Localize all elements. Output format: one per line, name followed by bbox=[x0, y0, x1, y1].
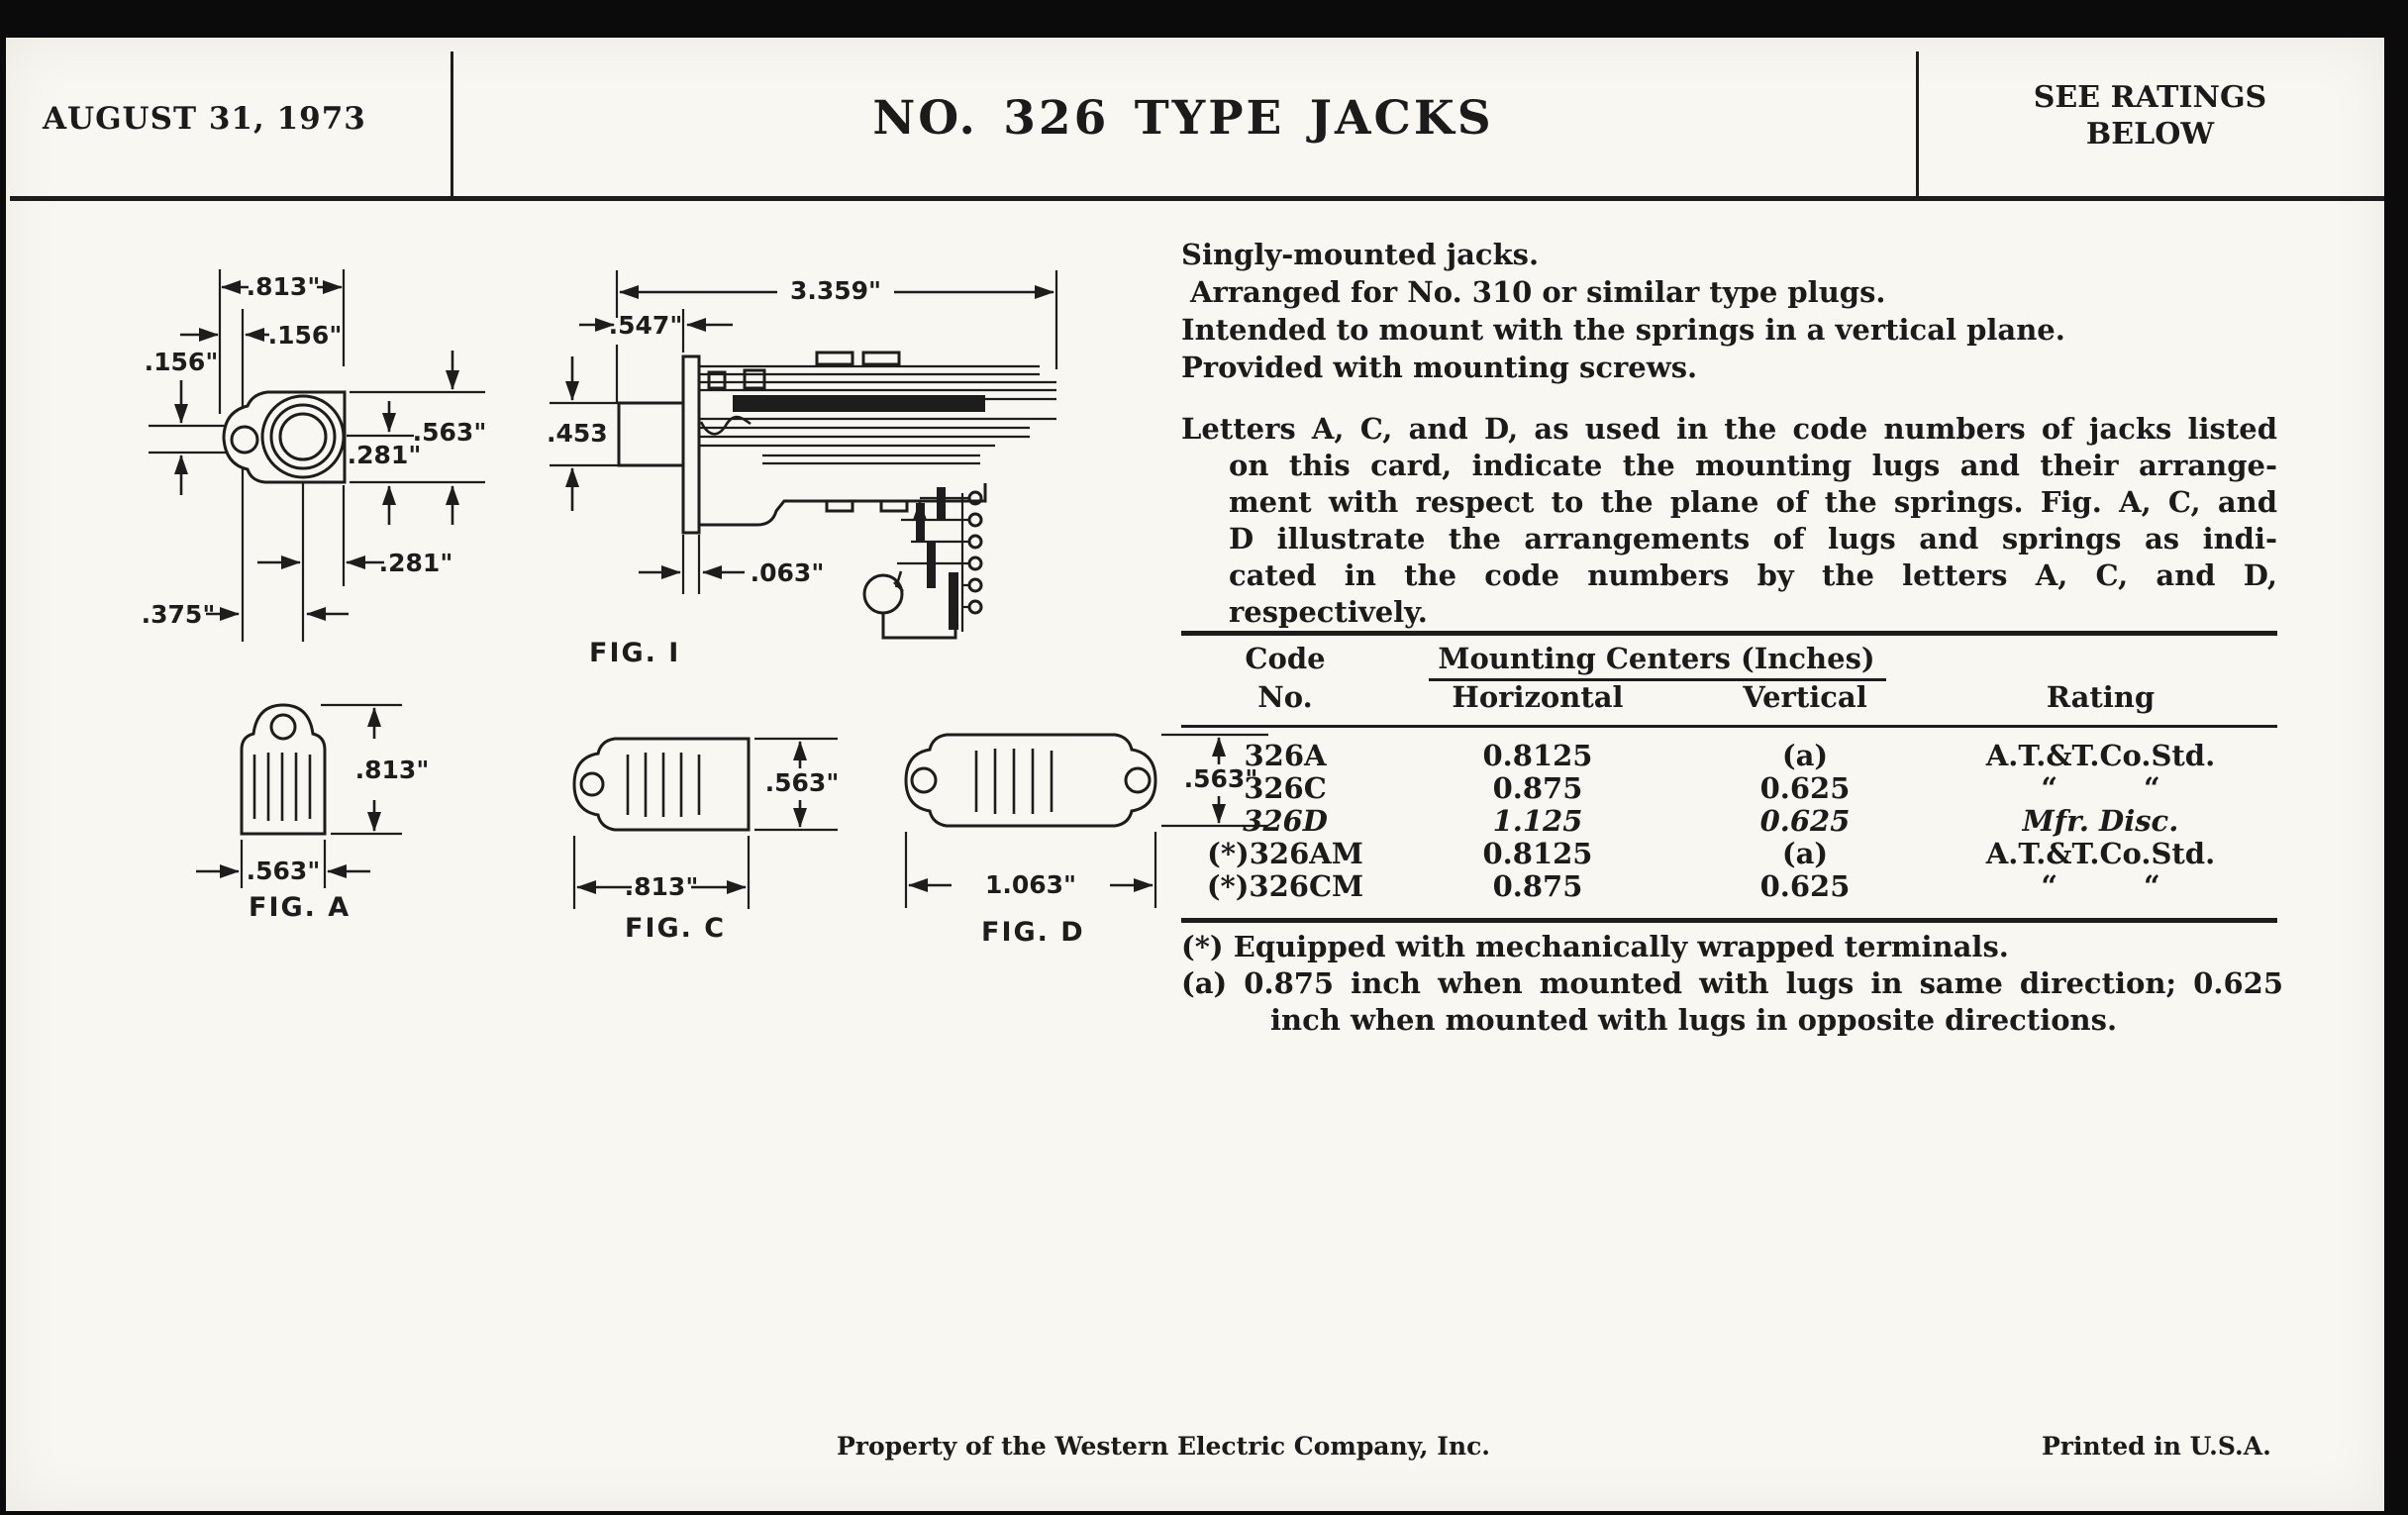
figC-label: FIG. C bbox=[625, 913, 727, 944]
col-header-group: Mounting Centers (Inches) bbox=[1438, 642, 1875, 675]
ratings-note-line1: SEE RATINGS bbox=[2033, 80, 2267, 115]
cell-horizontal: 0.875 bbox=[1492, 771, 1583, 805]
dim-label-d-width: 1.063" bbox=[984, 870, 1077, 899]
fig1-label: FIG. I bbox=[589, 638, 681, 668]
letters-paragraph bbox=[1181, 411, 2277, 631]
intro-text bbox=[1181, 236, 2290, 386]
text-line: respectively. bbox=[1229, 595, 1428, 629]
dim-label-thickness: .063" bbox=[750, 558, 825, 587]
card-date: AUGUST 31, 1973 bbox=[43, 101, 366, 137]
cell-horizontal: 0.8125 bbox=[1482, 739, 1593, 772]
table-row bbox=[1181, 838, 2277, 870]
cell-code: 326C bbox=[1244, 771, 1327, 805]
dim-label-c-width: .813" bbox=[624, 872, 699, 901]
col-header-no: No. bbox=[1257, 680, 1313, 714]
table-rule-mid bbox=[1181, 725, 2277, 728]
text-line: ment with respect to the plane of the springs. Fig. A, C, and bbox=[1229, 485, 2277, 519]
dim-label-offset-left: .156" bbox=[144, 348, 219, 376]
text-line: cated in the code numbers by the letters A, C, and D, bbox=[1229, 558, 2277, 592]
cell-horizontal: 1.125 bbox=[1492, 804, 1583, 838]
table-row bbox=[1181, 772, 2277, 805]
cell-rating: Mfr. Disc. bbox=[2022, 804, 2179, 838]
dim-label-offset-top: .156" bbox=[267, 321, 343, 350]
text-line: D illustrate the arrangements of lugs and springs as indi- bbox=[1229, 522, 2277, 556]
cell-code: 326A bbox=[1244, 739, 1327, 772]
cell-vertical: 0.625 bbox=[1759, 804, 1851, 838]
jack-side-outline bbox=[619, 353, 1056, 533]
cell-rating: A.T.&T.Co.Std. bbox=[1985, 837, 2216, 870]
text-line: Singly-mounted jacks. bbox=[1181, 238, 1540, 271]
figD-label: FIG. D bbox=[981, 917, 1085, 948]
table-row bbox=[1181, 740, 2277, 772]
table-body bbox=[1181, 740, 2277, 903]
cell-vertical: (a) bbox=[1781, 837, 1829, 870]
cell-code: (*)326AM bbox=[1207, 837, 1363, 870]
cell-code: (*)326CM bbox=[1206, 869, 1364, 903]
table-row bbox=[1181, 805, 2277, 838]
text-line: (a) 0.875 inch when mounted with lugs in same direction; 0.625 bbox=[1181, 966, 2283, 1000]
lug-c-outline bbox=[574, 739, 749, 830]
text-line: Intended to mount with the springs in a vertical plane. bbox=[1181, 313, 2065, 347]
dim-label-c-height: .563" bbox=[764, 768, 840, 797]
cell-code: 326D bbox=[1243, 804, 1328, 838]
text-line: (*) Equipped with mechanically wrapped terminals. bbox=[1181, 930, 2009, 963]
dim-label-base: .375" bbox=[141, 600, 216, 629]
text-line: on this card, indicate the mounting lugs and their arrange- bbox=[1229, 449, 2277, 482]
text-line: Letters A, C, and D, as used in the code numbers of jacks listed bbox=[1181, 412, 2277, 446]
cell-rating: “ “ bbox=[2041, 869, 2160, 903]
cell-horizontal: 0.8125 bbox=[1482, 837, 1593, 870]
table-rule-bottom bbox=[1181, 918, 2277, 923]
fig1-drawing bbox=[535, 246, 1267, 686]
dim-label-a-height: .813" bbox=[354, 756, 430, 784]
figA-drawing bbox=[154, 675, 501, 923]
printed-notice: Printed in U.S.A. bbox=[2042, 1432, 2271, 1461]
ratings-note-line2: BELOW bbox=[2085, 117, 2215, 152]
cell-vertical: 0.625 bbox=[1759, 869, 1851, 903]
text-line: inch when mounted with lugs in opposite directions. bbox=[1270, 1003, 2118, 1037]
col-header-rating: Rating bbox=[2046, 680, 2156, 714]
dim-label-d-height: .563" bbox=[1183, 764, 1258, 793]
header-rule bbox=[10, 196, 2384, 201]
cell-rating: “ “ bbox=[2041, 771, 2160, 805]
col-header-horizontal: Horizontal bbox=[1452, 680, 1624, 714]
figA-label: FIG. A bbox=[249, 892, 351, 923]
footnotes bbox=[1181, 929, 2283, 1039]
cell-vertical: (a) bbox=[1781, 739, 1829, 772]
col-header-vertical: Vertical bbox=[1743, 680, 1867, 714]
dim-label-length: 3.359" bbox=[789, 276, 882, 305]
property-notice: Property of the Western Electric Company, Inc. bbox=[837, 1432, 1491, 1461]
lug-d-outline bbox=[906, 735, 1155, 826]
table-row bbox=[1181, 870, 2277, 903]
cell-rating: A.T.&T.Co.Std. bbox=[1985, 739, 2216, 772]
dim-label-center-v: .281" bbox=[347, 441, 422, 469]
card-page bbox=[6, 38, 2384, 1511]
dim-label-width: .813" bbox=[246, 272, 321, 301]
dim-label-height: .453 bbox=[547, 419, 608, 448]
dim-label-front: .547" bbox=[608, 311, 683, 340]
text-line: Provided with mounting screws. bbox=[1181, 351, 1698, 384]
text-line: Arranged for No. 310 or similar type plugs. bbox=[1190, 275, 1886, 309]
dim-label-a-width: .563" bbox=[246, 857, 321, 885]
cell-horizontal: 0.875 bbox=[1492, 869, 1583, 903]
cell-vertical: 0.625 bbox=[1759, 771, 1851, 805]
dim-label-center-h: .281" bbox=[378, 549, 453, 577]
lug-a-outline bbox=[242, 705, 325, 834]
col-header-code: Code bbox=[1245, 642, 1326, 675]
front-view-drawing bbox=[99, 248, 599, 668]
page-title: NO. 326 TYPE JACKS bbox=[872, 91, 1494, 146]
ratings-note bbox=[1916, 79, 2384, 152]
table-rule-top bbox=[1181, 631, 2277, 636]
dim-label-height: .563" bbox=[412, 418, 487, 447]
